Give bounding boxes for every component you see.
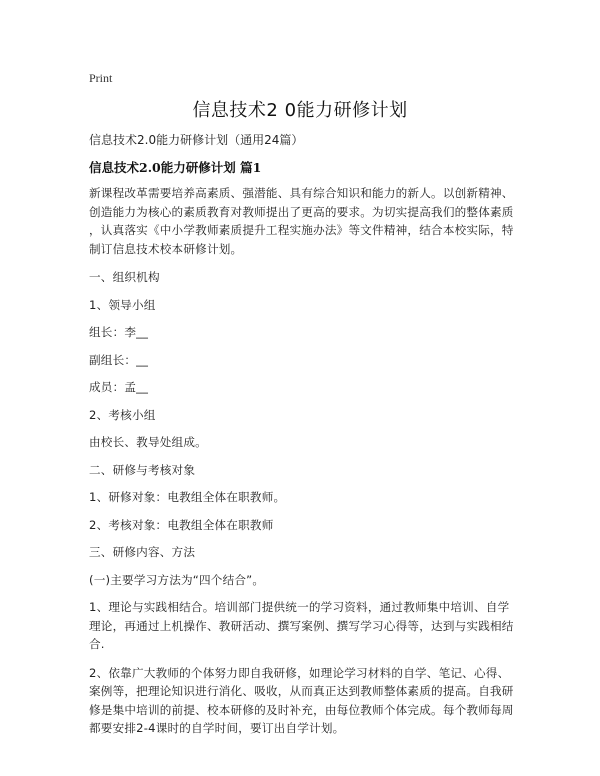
- intro-paragraph: 新课程改革需要培养高素质、强潜能、具有综合知识和能力的新人。以创新精神、 创造能力为核心的素质教育对教师提出了更高的要求。为切实提高我们的整体素质 ，认真落实《中小学教师素质提升工程实施办法》等文件精神，结合本校实际，特 制订信息技术校本研修计划。: [89, 186, 514, 256]
- print-label: Print: [89, 71, 113, 85]
- heading-content-methods: 三、研修内容、方法: [89, 545, 196, 559]
- document-subtitle: 信息技术2.0能力研修计划（通用24篇）: [89, 133, 304, 147]
- item-four-combinations: (一)主要学习方法为“四个结合”。: [89, 572, 265, 587]
- item-assessment-composition: 由校长、教导处组成。: [89, 435, 207, 449]
- item-assessment-group: 2、考核小组: [89, 407, 156, 422]
- heading-organization: 一、组织机构: [89, 270, 160, 284]
- paragraph-self-study: 2、依靠广大教师的个体努力即自我研修，如理论学习材料的自学、笔记、心得、 案例等，把理论知识进行消化、吸收，从而真正达到教师整体素质的提高。自我研 修是集中培训的前提、校本研修的及时补充，由每位教师个体完成。每个教师每周 都要安排2-4课时的自学时间，要订出自学计划。: [89, 665, 514, 735]
- item-members: 成员：孟__: [89, 380, 149, 394]
- item-leadership-group: 1、领导小组: [89, 297, 156, 312]
- item-deputy-leader: 副组长：__: [89, 352, 149, 367]
- document-body: [89, 184, 521, 738]
- item-assessment-target: 2、考核对象：电教组全体在职教师: [89, 517, 274, 532]
- paragraph-theory-practice: 1、理论与实践相结合。培训部门提供统一的学习资料，通过教师集中培训、自学 理论，再通过上机操作、教研活动、撰写案例、撰写学习心得等，达到与实践相结 合.: [89, 600, 514, 651]
- item-study-target: 1、研修对象：电教组全体在职教师。: [89, 490, 286, 504]
- heading-targets: 二、研修与考核对象: [89, 462, 196, 477]
- document-title: 信息技术2 0能力研修计划: [192, 100, 408, 121]
- section-heading: 信息技术2.0能力研修计划 篇1: [89, 160, 262, 175]
- item-group-leader: 组长：李__: [89, 325, 149, 339]
